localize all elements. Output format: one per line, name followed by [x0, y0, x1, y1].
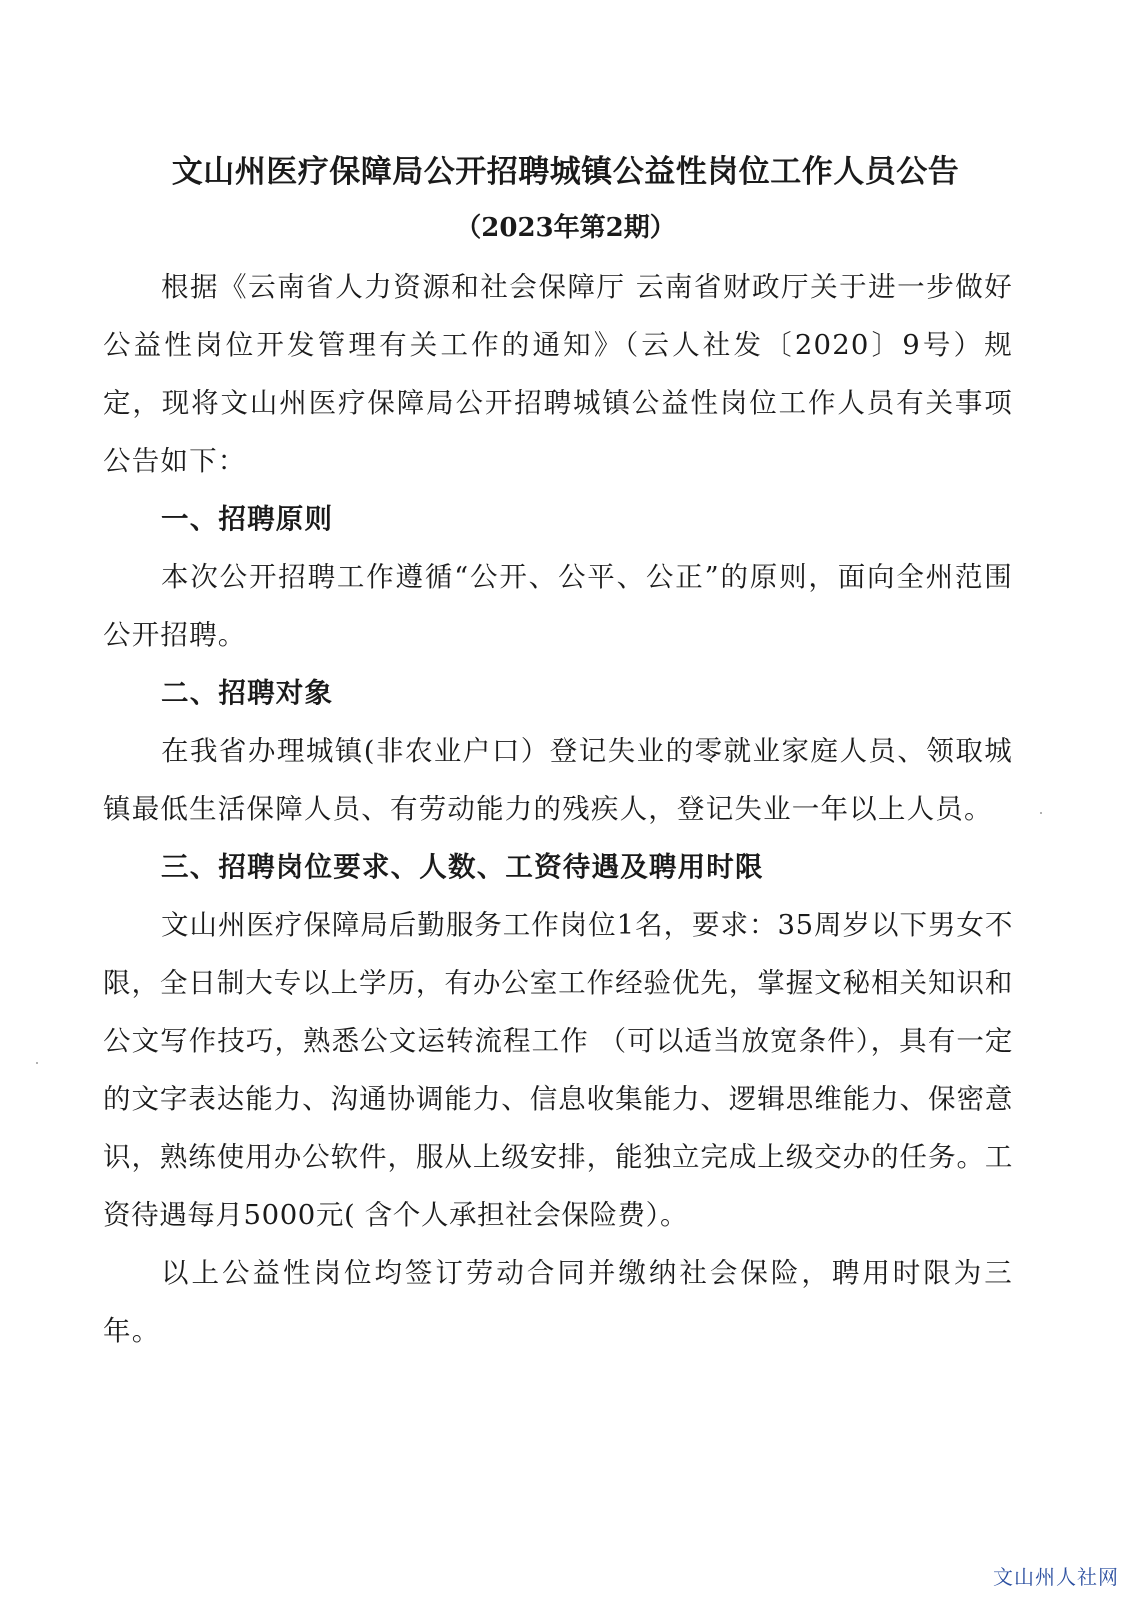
- section-heading-principle: 一、招聘原则: [161, 503, 334, 535]
- document-body: [103, 258, 1013, 1360]
- scan-speck: [36, 1062, 38, 1064]
- section-paragraph: 在我省办理城镇(非农业户口）登记失业的零就业家庭人员、领取城镇最低生活保障人员、有劳动能力的残疾人，登记失业一年以上人员。: [103, 735, 1013, 825]
- section-paragraph: 本次公开招聘工作遵循“公开、公平、公正”的原则，面向全州范围公开招聘。: [103, 561, 1013, 651]
- site-watermark: 文山州人社网: [993, 1565, 1119, 1589]
- section-heading-target: 二、招聘对象: [161, 677, 334, 709]
- section-paragraph: 以上公益性岗位均签订劳动合同并缴纳社会保险，聘用时限为三年。: [103, 1257, 1013, 1347]
- document-title: 文山州医疗保障局公开招聘城镇公益性岗位工作人员公告: [171, 154, 960, 190]
- scan-speck: [1040, 812, 1042, 814]
- section-heading-positions: 三、招聘岗位要求、人数、工资待遇及聘用时限: [161, 851, 764, 883]
- intro-paragraph: 根据《云南省人力资源和社会保障厅 云南省财政厅关于进一步做好公益性岗位开发管理有关工作的通知》（云人社发〔2020〕9号）规定，现将文山州医疗保障局公开招聘城镇公益性岗位工作人员有关事项公告如下：: [103, 271, 1013, 477]
- section-paragraph: 文山州医疗保障局后勤服务工作岗位1名，要求：35周岁以下男女不限，全日制大专以上学历，有办公室工作经验优先，掌握文秘相关知识和公文写作技巧，熟悉公文运转流程工作 （可以适当放宽条件），具有一定的文字表达能力、沟通协调能力、信息收集能力、逻辑思维能力、保密意识，熟练使用办公软件，服从上级安排，能独立完成上级交办的任务。工资待遇每月5000元( 含个人承担社会保险费）。: [103, 909, 1013, 1231]
- document-subtitle: （2023年第2期）: [455, 213, 676, 243]
